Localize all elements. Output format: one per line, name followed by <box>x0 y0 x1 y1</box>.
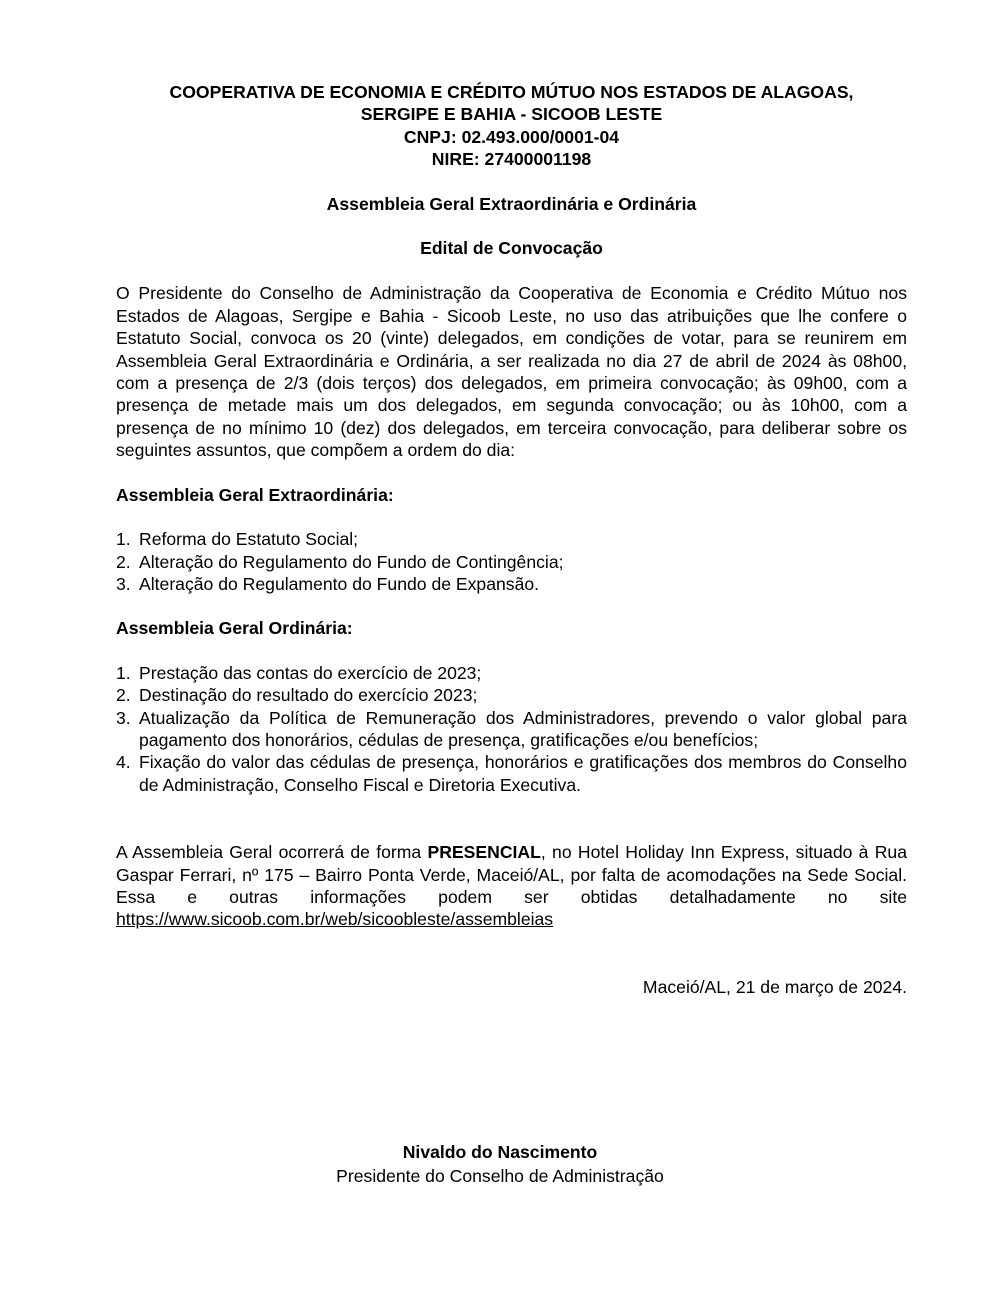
cooperative-name-line-2: SERGIPE E BAHIA - SICOOB LESTE <box>360 104 663 125</box>
agenda-item <box>116 751 907 796</box>
location-text-2: , no Hotel Holiday Inn Express, situado à Rua Gaspar Ferrari, nº 175 – Bairro Ponta Verde, Maceió/AL, por falta de acomodações na Sede Social. Essa e outras informações podem ser obtidas detalhadamente no site <box>116 842 907 907</box>
item-text: Prestação das contas do exercício de 2023; <box>139 662 482 683</box>
ordinary-agenda-list <box>116 662 907 796</box>
item-text: Fixação do valor das cédulas de presença, honorários e gratificações dos membros do Conselho de Administração, Conselho Fiscal e Diretoria Executiva. <box>139 752 907 795</box>
signatory-role: Presidente do Conselho de Administração <box>336 1166 664 1186</box>
agenda-item <box>116 573 907 595</box>
cooperative-name-line-1: COOPERATIVA DE ECONOMIA E CRÉDITO MÚTUO NOS ESTADOS DE ALAGOAS, <box>169 82 854 102</box>
signature-block <box>0 1140 1000 1188</box>
item-number: 1. <box>116 529 131 550</box>
document-page <box>116 81 907 998</box>
item-number: 4. <box>116 752 131 773</box>
agenda-item <box>116 528 907 550</box>
signatory-name: Nivaldo do Nascimento <box>402 1142 598 1162</box>
notice-title: Edital de Convocação <box>420 238 603 259</box>
extraordinary-agenda-list <box>116 528 907 595</box>
intro-paragraph: O Presidente do Conselho de Administração da Cooperativa de Economia e Crédito Mútuo nos Estados de Alagoas, Sergipe e Bahia - Sicoob Leste, no uso das atribuições que lhe confere o Estatuto Social, convoca os 20 (vinte) delegados, em condições de votar, para se reunirem em Assembleia Geral Extraordinária e Ordinária, a ser realizada no dia 27 de abril de 2024 às 08h00, com a presença de 2/3 (dois terços) dos delegados, em primeira convocação; às 09h00, com a presença de metade mais um dos delegados, em segunda convocação; ou às 10h00, com a presença de no mínimo 10 (dez) dos delegados, em terceira convocação, para deliberar sobre os seguintes assuntos, que compõem a ordem do dia: <box>116 283 907 461</box>
item-text: Atualização da Política de Remuneração dos Administradores, prevendo o valor global para pagamento dos honorários, cédulas de presença, gratificações e/ou benefícios; <box>139 707 907 750</box>
location-paragraph <box>116 841 907 931</box>
ordinary-section-title: Assembleia Geral Ordinária: <box>116 618 353 639</box>
location-text-1: A Assembleia Geral ocorrerá de forma <box>116 842 428 863</box>
item-number: 2. <box>116 685 131 706</box>
extraordinary-section-title: Assembleia Geral Extraordinária: <box>116 484 394 505</box>
item-text: Reforma do Estatuto Social; <box>139 529 359 550</box>
assemblies-link[interactable]: https://www.sicoob.com.br/web/sicoobleste/assembleias <box>116 909 554 930</box>
nire: NIRE: 27400001198 <box>431 149 592 170</box>
item-number: 1. <box>116 662 131 683</box>
item-text: Alteração do Regulamento do Fundo de Contingência; <box>139 551 564 572</box>
item-text: Alteração do Regulamento do Fundo de Expansão. <box>139 573 540 594</box>
dateline: Maceió/AL, 21 de março de 2024. <box>642 976 907 997</box>
format-presencial: PRESENCIAL <box>427 842 541 863</box>
agenda-item <box>116 707 907 752</box>
item-number: 2. <box>116 551 131 572</box>
document-header <box>116 81 907 171</box>
item-number: 3. <box>116 573 131 594</box>
meeting-title: Assembleia Geral Extraordinária e Ordinária <box>326 193 697 214</box>
agenda-item <box>116 684 907 706</box>
item-text: Destinação do resultado do exercício 2023; <box>139 685 478 706</box>
item-number: 3. <box>116 707 131 728</box>
cnpj: CNPJ: 02.493.000/0001-04 <box>403 126 620 147</box>
agenda-item <box>116 662 907 684</box>
agenda-item <box>116 551 907 573</box>
